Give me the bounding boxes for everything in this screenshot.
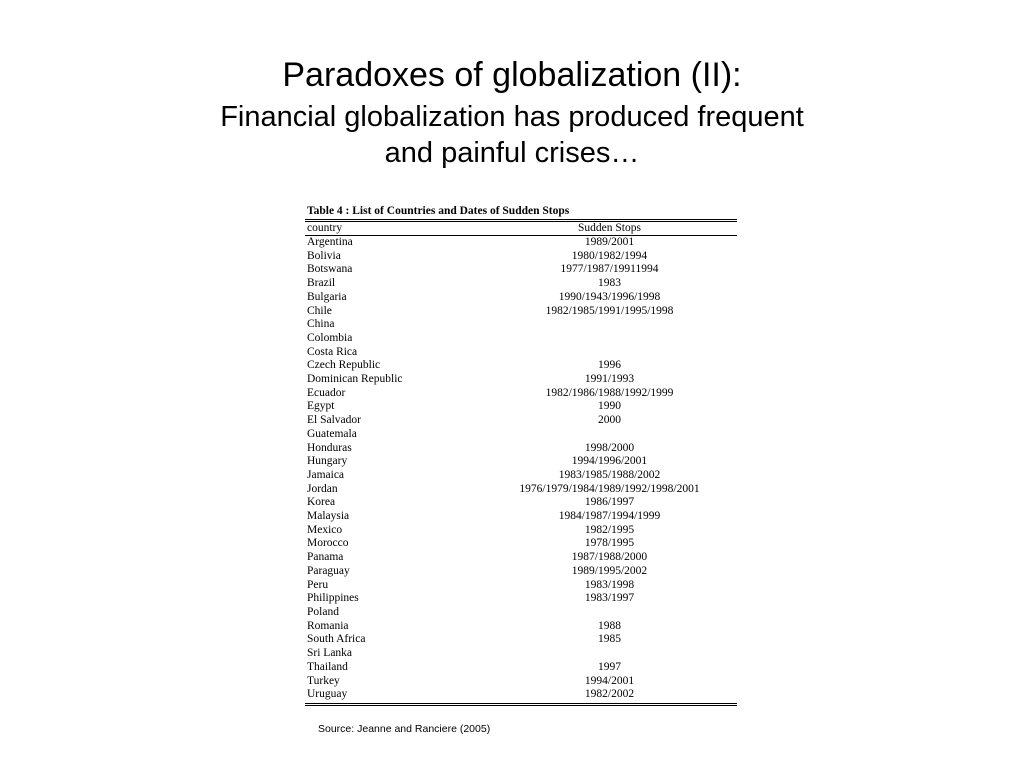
table-row bbox=[305, 551, 737, 565]
table-row bbox=[305, 236, 737, 250]
table-row bbox=[305, 661, 737, 675]
table-bottom-rule bbox=[305, 703, 737, 706]
source-note: Source: Jeanne and Ranciere (2005) bbox=[318, 723, 491, 735]
country-cell: Costa Rica bbox=[307, 345, 358, 358]
country-cell: Chile bbox=[307, 304, 332, 317]
sudden-stops-cell: 1994/2001 bbox=[584, 674, 635, 687]
table-row bbox=[305, 414, 737, 428]
table-row bbox=[305, 469, 737, 483]
country-cell: El Salvador bbox=[307, 414, 361, 427]
country-cell: China bbox=[307, 318, 335, 331]
country-cell: Colombia bbox=[307, 331, 353, 344]
sudden-stops-table bbox=[305, 222, 737, 702]
table-row bbox=[305, 346, 737, 360]
slide-title: Paradoxes of globalization (II): bbox=[282, 56, 742, 94]
country-cell: Poland bbox=[307, 605, 339, 618]
sudden-stops-cell: 1990 bbox=[598, 400, 621, 413]
country-cell: Argentina bbox=[307, 236, 353, 248]
table-row bbox=[305, 592, 737, 606]
table-header-row bbox=[305, 222, 737, 236]
sudden-stops-cell: 1983 bbox=[598, 277, 621, 290]
country-cell: Bolivia bbox=[307, 249, 341, 262]
country-cell: Botswana bbox=[307, 263, 353, 276]
country-cell: Mexico bbox=[307, 523, 343, 536]
country-cell: Thailand bbox=[307, 660, 348, 673]
table-row bbox=[305, 387, 737, 401]
table-row bbox=[305, 305, 737, 319]
sudden-stops-table-container bbox=[305, 204, 737, 706]
country-cell: Korea bbox=[307, 496, 336, 509]
table-header bbox=[305, 222, 737, 236]
sudden-stops-cell: 1994/1996/2001 bbox=[571, 455, 648, 468]
table-row bbox=[305, 455, 737, 469]
country-cell: Paraguay bbox=[307, 564, 350, 577]
sudden-stops-cell: 1985 bbox=[598, 633, 621, 646]
slide-title-block bbox=[0, 55, 1024, 171]
country-cell: Philippines bbox=[307, 592, 359, 605]
sudden-stops-cell bbox=[482, 346, 737, 360]
sudden-stops-cell: 1996 bbox=[598, 359, 621, 372]
slide-subtitle-line-1: Financial globalization has produced frequent bbox=[220, 101, 804, 133]
table-row bbox=[305, 263, 737, 277]
sudden-stops-cell: 1982/1985/1991/1995/1998 bbox=[545, 304, 674, 317]
country-cell: Panama bbox=[307, 551, 344, 564]
slide-subtitle bbox=[0, 99, 1024, 171]
sudden-stops-cell: 2000 bbox=[598, 414, 621, 427]
table-row bbox=[305, 565, 737, 579]
sudden-stops-cell bbox=[482, 647, 737, 661]
column-header-country: country bbox=[305, 222, 482, 236]
sudden-stops-cell bbox=[482, 318, 737, 332]
table-row bbox=[305, 277, 737, 291]
country-cell: Sri Lanka bbox=[307, 647, 353, 660]
sudden-stops-cell: 1984/1987/1994/1999 bbox=[558, 510, 661, 523]
table-row bbox=[305, 633, 737, 647]
table-row bbox=[305, 579, 737, 593]
country-cell: Honduras bbox=[307, 441, 352, 454]
country-cell: Morocco bbox=[307, 537, 349, 550]
country-cell: Brazil bbox=[307, 277, 336, 290]
sudden-stops-cell: 1990/1943/1996/1998 bbox=[558, 290, 661, 303]
table-row bbox=[305, 524, 737, 538]
country-cell: Uruguay bbox=[307, 688, 348, 701]
sudden-stops-cell: 1978/1995 bbox=[584, 537, 635, 550]
sudden-stops-cell bbox=[482, 332, 737, 346]
country-cell: Czech Republic bbox=[307, 359, 381, 372]
table-row bbox=[305, 688, 737, 702]
table-row bbox=[305, 400, 737, 414]
sudden-stops-cell: 1976/1979/1984/1989/1992/1998/2001 bbox=[519, 482, 700, 495]
sudden-stops-cell: 1998/2000 bbox=[584, 441, 635, 454]
slide-subtitle-line-2: and painful crises… bbox=[384, 137, 640, 169]
table-row bbox=[305, 442, 737, 456]
sudden-stops-cell: 1977/1987/19911994 bbox=[560, 263, 659, 276]
sudden-stops-cell: 1986/1997 bbox=[584, 496, 635, 509]
country-cell: Ecuador bbox=[307, 386, 346, 399]
sudden-stops-cell: 1989/1995/2002 bbox=[571, 564, 648, 577]
sudden-stops-cell: 1997 bbox=[598, 660, 621, 673]
sudden-stops-cell: 1980/1982/1994 bbox=[571, 249, 648, 262]
sudden-stops-cell: 1983/1997 bbox=[584, 592, 635, 605]
table-row bbox=[305, 373, 737, 387]
table-row bbox=[305, 606, 737, 620]
table-row bbox=[305, 620, 737, 634]
country-cell: Dominican Republic bbox=[307, 373, 403, 386]
sudden-stops-cell bbox=[482, 606, 737, 620]
sudden-stops-cell: 1987/1988/2000 bbox=[571, 551, 648, 564]
country-cell: Jamaica bbox=[307, 468, 345, 481]
table-row bbox=[305, 675, 737, 689]
sudden-stops-cell: 1982/1995 bbox=[584, 523, 635, 536]
table-caption: Table 4 : List of Countries and Dates of Sudden Stops bbox=[305, 204, 737, 222]
table-row bbox=[305, 291, 737, 305]
table-row bbox=[305, 332, 737, 346]
table-row bbox=[305, 496, 737, 510]
table-row bbox=[305, 537, 737, 551]
table-row bbox=[305, 647, 737, 661]
country-cell: South Africa bbox=[307, 633, 366, 646]
table-row bbox=[305, 250, 737, 264]
country-cell: Romania bbox=[307, 619, 349, 632]
table-row bbox=[305, 318, 737, 332]
country-cell: Bulgaria bbox=[307, 290, 347, 303]
table-body bbox=[305, 236, 737, 702]
table-row bbox=[305, 359, 737, 373]
country-cell: Malaysia bbox=[307, 510, 350, 523]
table-row bbox=[305, 428, 737, 442]
sudden-stops-cell: 1989/2001 bbox=[584, 236, 635, 248]
sudden-stops-cell: 1982/1986/1988/1992/1999 bbox=[545, 386, 674, 399]
sudden-stops-cell: 1982/2002 bbox=[584, 688, 635, 701]
country-cell: Jordan bbox=[307, 482, 338, 495]
sudden-stops-cell: 1991/1993 bbox=[584, 373, 635, 386]
country-cell: Egypt bbox=[307, 400, 335, 413]
table-row bbox=[305, 483, 737, 497]
sudden-stops-cell: 1983/1998 bbox=[584, 578, 635, 591]
country-cell: Turkey bbox=[307, 674, 340, 687]
sudden-stops-cell bbox=[482, 428, 737, 442]
table-row bbox=[305, 510, 737, 524]
sudden-stops-cell: 1983/1985/1988/2002 bbox=[558, 468, 661, 481]
column-header-sudden-stops: Sudden Stops bbox=[482, 222, 737, 236]
sudden-stops-cell: 1988 bbox=[598, 619, 621, 632]
country-cell: Peru bbox=[307, 578, 329, 591]
country-cell: Guatemala bbox=[307, 427, 357, 440]
country-cell: Hungary bbox=[307, 455, 348, 468]
